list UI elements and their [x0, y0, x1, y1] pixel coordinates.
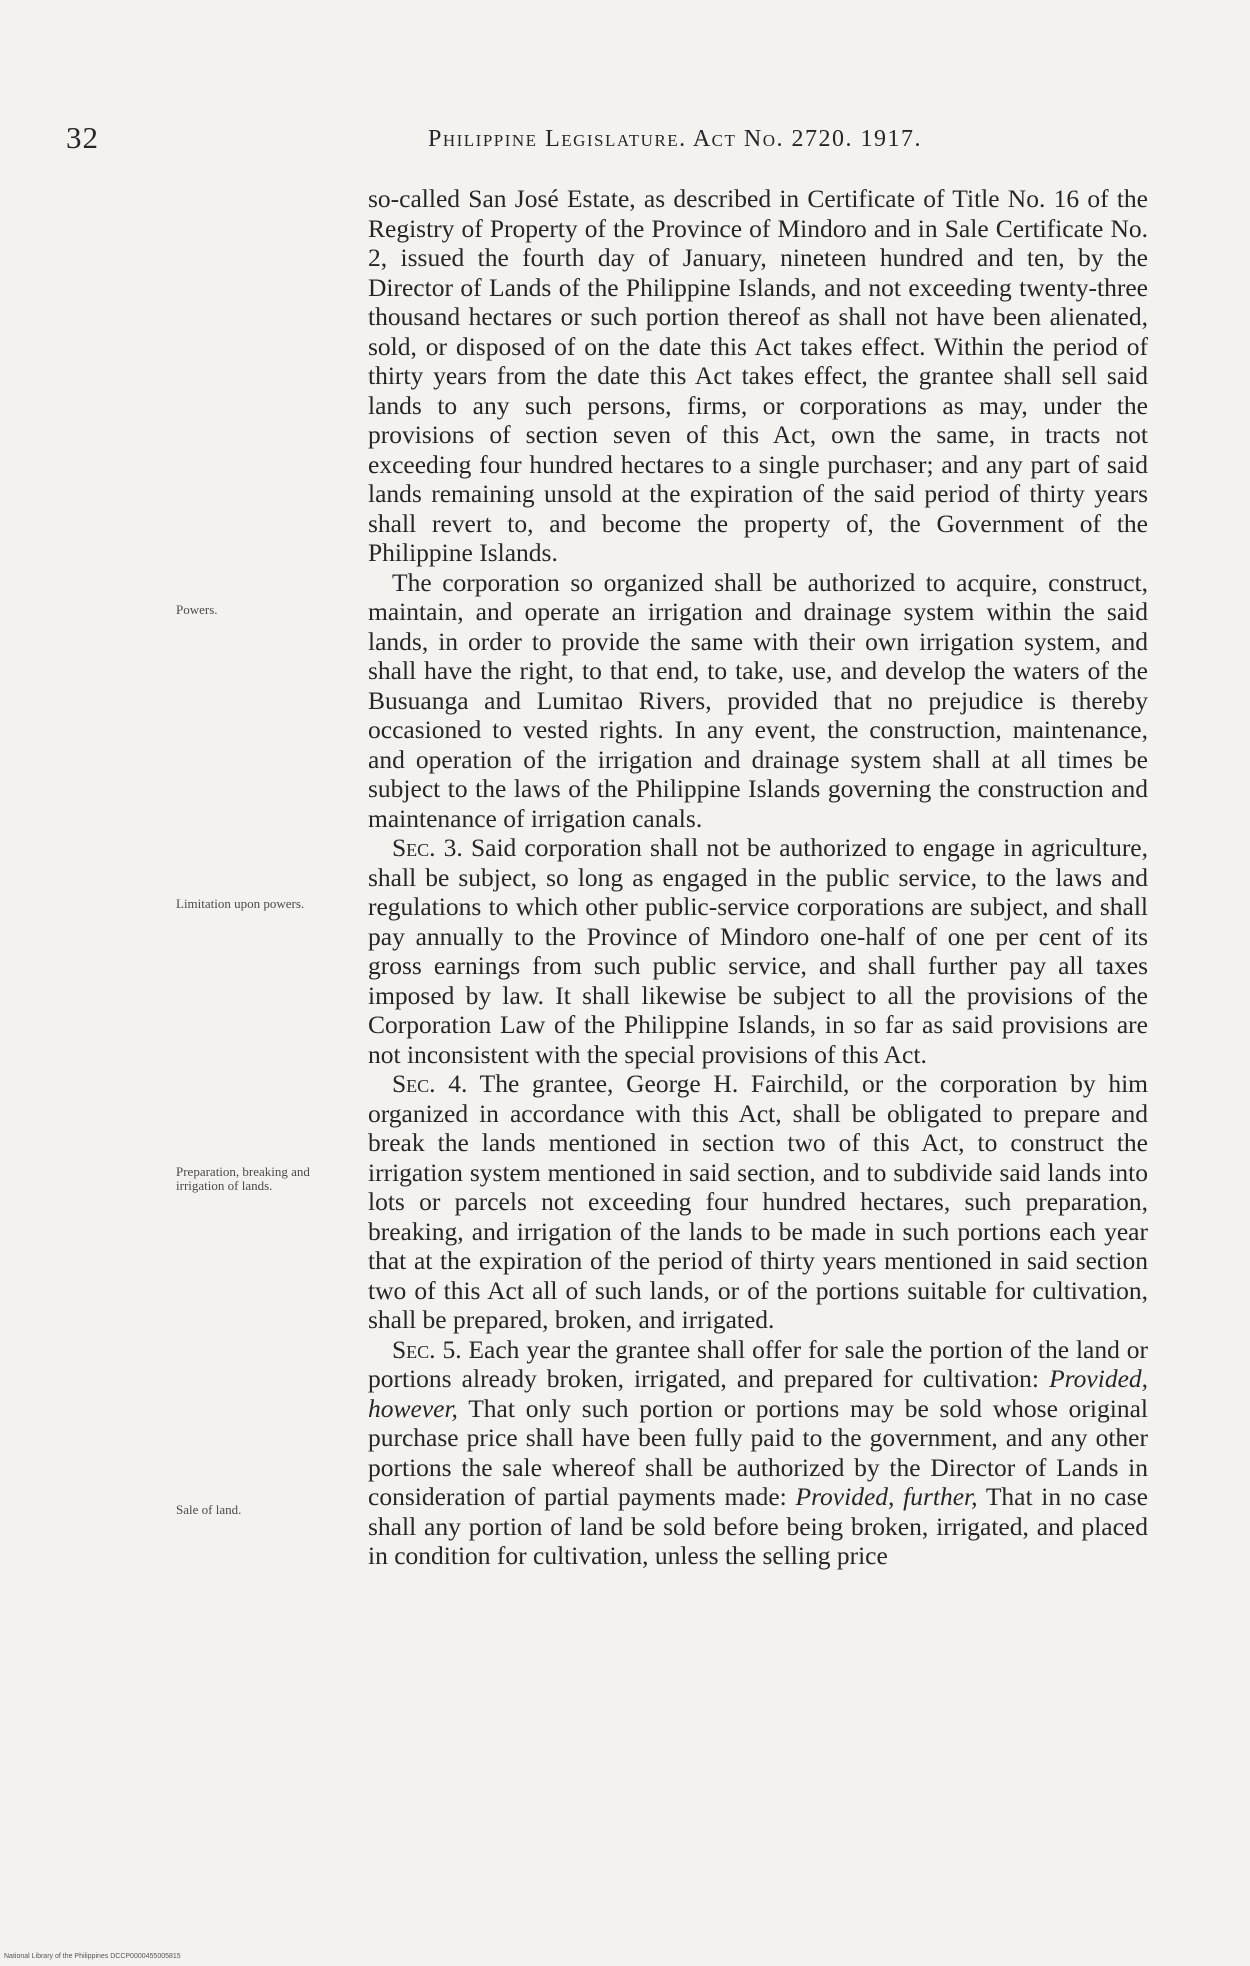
- margin-note-powers: Powers.: [176, 602, 218, 617]
- margin-note-sale: Sale of land.: [176, 1502, 242, 1517]
- paragraph-continuation: so-called San José Estate, as described in Certificate of Title No. 16 of the Registry of Property of the Province of Mindoro and in Sale Certificate No. 2, issued the fourth day of January, nineteen hundred and ten, by the Director of Lands of the Philippine Islands, and not exceeding twenty-three thousand hectares or such portion thereof as shall not have been alienated, sold, or disposed of on the date this Act takes effect. Within the period of thirty years from the date this Act takes effect, the grantee shall sell said lands to any such persons, firms, or corporations as may, under the provisions of section seven of this Act, own the same, in tracts not exceeding four hundred hectares to a single purchaser; and any part of said lands remaining unsold at the expiration of the said period of thirty years shall revert to, and become the property of, the Government of the Philippine Islands.: [368, 184, 1148, 567]
- section-5-label: Sec. 5.: [392, 1334, 462, 1364]
- footer-credit: National Library of the Philippines DCCP0000455005815: [4, 1953, 181, 1960]
- margin-note-limitation: Limitation upon powers.: [176, 896, 305, 911]
- section-5-text-c: That in no case shall any portion of land be sold before being broken, irrigated, and placed in condition for cultivation, unless the selling price: [368, 1482, 1148, 1570]
- section-3-label: Sec. 3.: [392, 833, 463, 862]
- margin-note-preparation: Preparation, breaking and irrigation of lands.: [176, 1164, 310, 1193]
- section-5: [368, 1335, 1148, 1571]
- running-head: Philippine Legislature. Act No. 2720. 1917.: [428, 126, 923, 152]
- page-number: 32: [66, 120, 99, 155]
- section-3-text: Said corporation shall not be authorized to engage in agriculture, shall be subject, so long as engaged in the public service, to the laws and regulations to which other public-service corporations are subject, and shall pay annually to the Province of Mindoro one-half of one per cent of its gross earnings from such public service, and shall further pay all taxes imposed by law. It shall likewise be subject to all the provisions of the Corporation Law of the Philippine Islands, in so far as said provisions are not inconsistent with the special provisions of this Act.: [368, 833, 1149, 1069]
- section-5-proviso-2: Provided, further,: [795, 1482, 978, 1511]
- section-5-proviso-1: Provided, however,: [368, 1364, 1149, 1423]
- paragraph-powers: The corporation so organized shall be authorized to acquire, construct, maintain, and operate an irrigation and drainage system within the said lands, in order to provide the same with their own irrigation system, and shall have the right, to that end, to take, use, and develop the waters of the Busuanga and Lumitao Rivers, provided that no prejudice is thereby occasioned to vested rights. In any event, the construction, maintenance, and operation of the irrigation and drainage system shall at all times be subject to the laws of the Philippine Islands governing the construction and maintenance of irrigation canals.: [368, 567, 1148, 833]
- section-4-label: Sec. 4.: [392, 1069, 468, 1098]
- section-3: [368, 833, 1148, 1069]
- section-4-text: The grantee, George H. Fairchild, or the corporation by him organized in accordance with this Act, shall be obligated to prepare and break the lands mentioned in section two of this Act, to construct the irrigation system mentioned in said section, and to subdivide said lands into lots or parcels not exceeding four hundred hectares, such preparation, breaking, and irrigation of the lands to be made in such portions each year that at the expiration of the period of thirty years mentioned in said section two of this Act all of such lands, or of the portions suitable for cultivation, shall be prepared, broken, and irrigated.: [368, 1069, 1149, 1334]
- section-4: [368, 1069, 1148, 1335]
- section-5-text-b: That only such portion or portions may be sold whose original purchase price shall have been fully paid to the government, and any other portions the sale whereof shall be authorized by the Director of Lands in consideration of partial payments made:: [368, 1393, 1148, 1511]
- section-5-text-a: Each year the grantee shall offer for sale the portion of the land or portions already broken, irrigated, and prepared for cultivation:: [368, 1334, 1149, 1393]
- body-text: [368, 184, 1148, 1571]
